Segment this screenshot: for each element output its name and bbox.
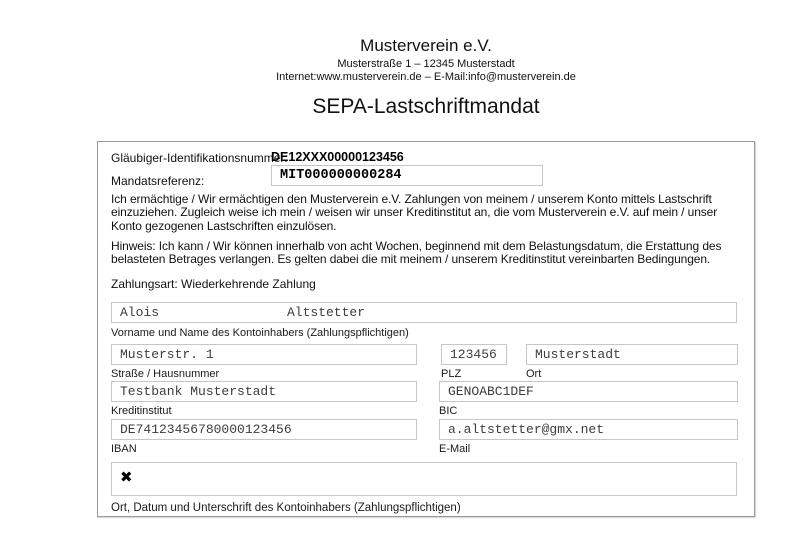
mandate-form <box>97 141 755 517</box>
first-name-value: Alois <box>120 305 160 320</box>
mandate-reference-field[interactable]: MIT000000000284 <box>271 165 543 186</box>
plz-label: PLZ <box>441 368 462 380</box>
account-holder-name-label: Vorname und Name des Kontoinhabers (Zahlungspflichtigen) <box>111 327 409 339</box>
signature-x-icon: ✖ <box>120 468 133 486</box>
bank-label: Kreditinstitut <box>111 405 172 417</box>
creditor-id-value: DE12XXX00000123456 <box>271 150 404 164</box>
plz-field[interactable]: 123456 <box>441 344 507 365</box>
letterhead <box>97 36 755 84</box>
bic-label: BIC <box>439 405 458 417</box>
page-title: SEPA-Lastschriftmandat <box>312 95 540 118</box>
email-label: E-Mail <box>439 443 471 455</box>
mandate-reference-label: Mandatsreferenz: <box>111 174 205 188</box>
bank-field[interactable]: Testbank Musterstadt <box>111 381 417 402</box>
iban-field[interactable]: DE74123456780000123456 <box>111 419 417 440</box>
account-holder-name-field[interactable] <box>111 302 737 323</box>
authorization-text: Ich ermächtige / Wir ermächtigen den Musterverein e.V. Zahlungen von meinem / unserem Konto mittels Lastschrift einzuziehen. Zugleich weise ich mein / weisen wir unser Kreditinstitut an, die vom Musterverein e.V. auf mein / unser Konto gezogenen Lastschriften einzulösen. <box>111 192 718 233</box>
note-text: Hinweis: Ich kann / Wir können innerhalb von acht Wochen, beginnend mit dem Belastungsdatum, die Erstattung des belasteten Betrages verlangen. Es gelten dabei die mit meinem / unserem Kreditinstitut vereinbarten Bedingungen. <box>111 239 722 267</box>
street-label: Straße / Hausnummer <box>111 368 220 380</box>
iban-label: IBAN <box>111 443 137 455</box>
street-field[interactable]: Musterstr. 1 <box>111 344 417 365</box>
organization-name: Musterverein e.V. <box>360 36 492 55</box>
creditor-id-label: Gläubiger-Identifikationsnummer: <box>111 151 288 165</box>
email-field[interactable]: a.altstetter@gmx.net <box>439 419 738 440</box>
city-label: Ort <box>526 368 542 380</box>
organization-contact: Internet:www.musterverein.de – E-Mail:info@musterverein.de <box>276 71 576 83</box>
bic-field[interactable]: GENOABC1DEF <box>439 381 738 402</box>
organization-address: Musterstraße 1 – 12345 Musterstadt <box>337 58 515 70</box>
payment-type-line: Zahlungsart: Wiederkehrende Zahlung <box>111 277 316 291</box>
signature-label: Ort, Datum und Unterschrift des Kontoinhabers (Zahlungspflichtigen) <box>111 502 461 514</box>
signature-field[interactable] <box>111 462 737 496</box>
last-name-value: Altstetter <box>287 305 366 320</box>
city-field[interactable]: Musterstadt <box>526 344 738 365</box>
